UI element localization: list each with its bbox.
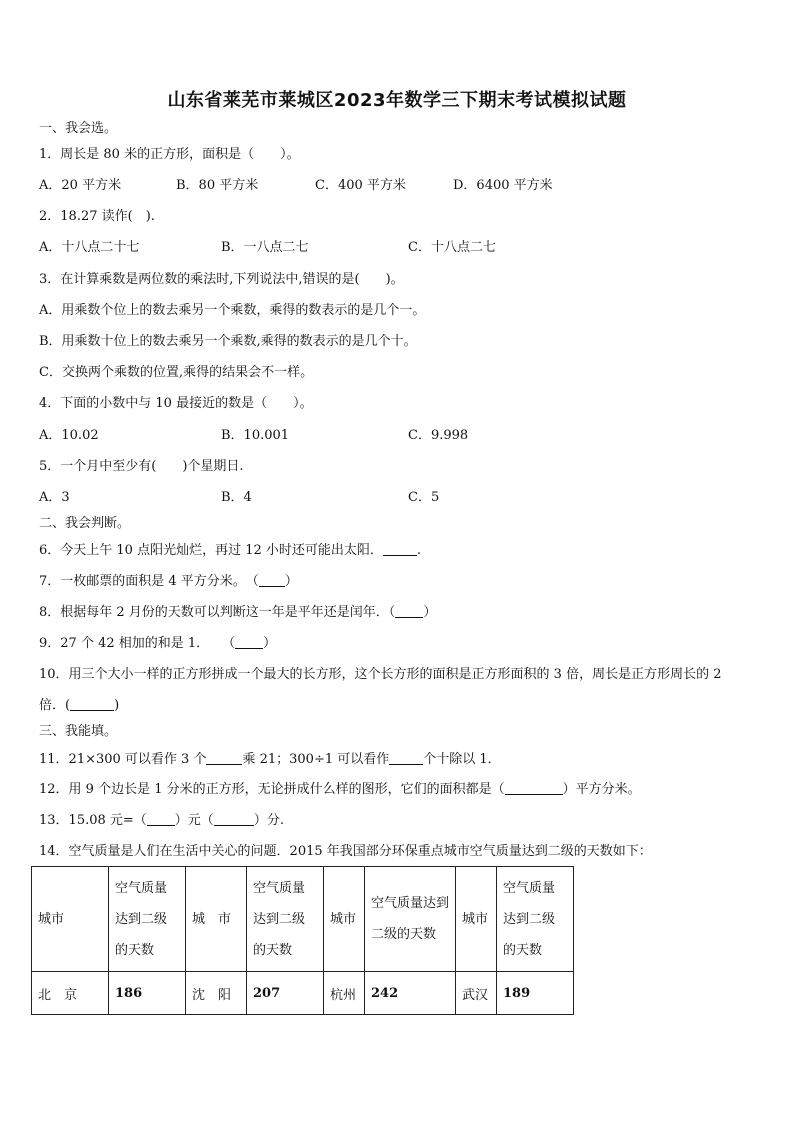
q8-text: 8．根据每年 2 月份的天数可以判断这一年是平年还是闰年．（ <box>39 605 396 620</box>
q1-option-b: B．80 平方米 <box>176 178 259 193</box>
header-days: 空气质量达到二级的天数 <box>247 867 324 972</box>
header-days: 空气质量达到二级的天数 <box>497 867 574 972</box>
q9-text: 9．27 个 42 相加的和是 1． （ <box>39 636 236 651</box>
answer-blank[interactable] <box>259 572 285 587</box>
q12-part2: ）平方分米。 <box>562 782 641 797</box>
q2-option-a: A．十八点二十七 <box>39 240 140 255</box>
answer-blank[interactable] <box>235 634 263 649</box>
header-days: 空气质量达到二级的天数 <box>365 867 456 972</box>
q3-option-b: B．用乘数十位上的数去乘另一个乘数,乘得的数表示的是几个十。 <box>39 334 417 349</box>
header-city: 城市 <box>32 867 109 972</box>
answer-blank[interactable] <box>505 780 563 795</box>
answer-blank[interactable] <box>383 541 417 556</box>
table-header-row <box>32 867 574 972</box>
city-cell: 沈 阳 <box>186 972 247 1015</box>
question-8 <box>39 603 436 622</box>
city-cell: 杭州 <box>324 972 365 1015</box>
header-city: 城市 <box>456 867 497 972</box>
days-cell: 242 <box>365 972 456 1015</box>
q4-option-b: B．10.001 <box>221 428 290 443</box>
header-city: 城市 <box>324 867 365 972</box>
q9-tail: ） <box>263 636 277 651</box>
q8-tail: ） <box>423 605 437 620</box>
q1-option-c: C．400 平方米 <box>315 178 406 193</box>
q4-option-c: C．9.998 <box>408 428 469 443</box>
q5-option-a: A．3 <box>39 490 70 505</box>
header-city: 城 市 <box>186 867 247 972</box>
question-7 <box>39 572 298 591</box>
question-10: 10．用三个大小一样的正方形拼成一个最大的长方形，这个长方形的面积是正方形面积的 3 倍，周长是正方形周长的 2 <box>39 667 722 682</box>
air-quality-table <box>31 866 574 1015</box>
q3-option-c: C．交换两个乘数的位置,乘得的结果会不一样。 <box>39 365 314 380</box>
q11-part3: 个十除以 1． <box>423 752 501 767</box>
city-cell: 武汉 <box>456 972 497 1015</box>
days-cell: 207 <box>247 972 324 1015</box>
section-heading: 二、我会判断。 <box>39 516 131 531</box>
question-2: 2．18.27 读作( ). <box>39 209 155 224</box>
answer-blank[interactable] <box>395 603 423 618</box>
question-6 <box>39 541 421 560</box>
q5-option-c: C．5 <box>408 490 440 505</box>
q1-option-a: A．20 平方米 <box>39 178 122 193</box>
q13-part3: ）分. <box>253 813 284 828</box>
question-12 <box>39 780 641 799</box>
q1-option-d: D．6400 平方米 <box>453 178 553 193</box>
section-heading: 三、我能填。 <box>39 724 118 739</box>
answer-blank[interactable] <box>214 811 254 826</box>
q6-text: 6．今天上午 10 点阳光灿烂，再过 12 小时还可能出太阳． <box>39 543 383 558</box>
header-days: 空气质量达到二级的天数 <box>109 867 186 972</box>
q13-part2: ）元（ <box>174 813 214 828</box>
days-cell: 189 <box>497 972 574 1015</box>
answer-blank[interactable] <box>147 811 175 826</box>
q6-tail: . <box>416 543 422 558</box>
table-row <box>32 972 574 1015</box>
question-3: 3．在计算乘数是两位数的乘法时,下列说法中,错误的是( )。 <box>39 272 404 287</box>
question-5: 5．一个月中至少有( )个星期日. <box>39 459 244 474</box>
answer-blank[interactable] <box>70 696 114 711</box>
question-4: 4．下面的小数中与 10 最接近的数是（ ）。 <box>39 396 313 411</box>
q10-tail: ) <box>114 698 120 713</box>
question-14: 14．空气质量是人们在生活中关心的问题．2015 年我国部分环保重点城市空气质量达到二级的天数如下： <box>39 844 652 859</box>
days-cell: 186 <box>109 972 186 1015</box>
q13-part1: 13．15.08 元=（ <box>39 813 147 828</box>
page-title: 山东省莱芜市莱城区2023年数学三下期末考试模拟试题 <box>167 90 627 111</box>
answer-blank[interactable] <box>389 750 423 765</box>
q5-option-b: B．4 <box>221 490 252 505</box>
q2-option-c: C．十八点二七 <box>408 240 496 255</box>
q3-option-a: A．用乘数个位上的数去乘另一个乘数，乘得的数表示的是几个一。 <box>39 303 426 318</box>
question-13 <box>39 811 284 830</box>
answer-blank[interactable] <box>206 750 242 765</box>
question-11 <box>39 750 501 769</box>
q2-option-b: B．一八点二七 <box>221 240 309 255</box>
question-10-cont <box>39 696 119 715</box>
question-9 <box>39 634 276 653</box>
q12-part1: 12．用 9 个边长是 1 分米的正方形，无论拼成什么样的图形，它们的面积都是（ <box>39 782 505 797</box>
q10-text: 倍．( <box>39 698 71 713</box>
q11-part2: 乘 21；300÷1 可以看作 <box>242 752 390 767</box>
q11-part1: 11．21×300 可以看作 3 个 <box>39 752 207 767</box>
question-1: 1．周长是 80 米的正方形，面积是（ ）。 <box>39 147 300 162</box>
q7-text: 7．一枚邮票的面积是 4 平方分米。 （ <box>39 574 259 589</box>
section-heading: 一、我会选。 <box>39 121 118 136</box>
q4-option-a: A．10.02 <box>39 428 99 443</box>
q7-tail: ） <box>284 574 298 589</box>
city-cell: 北 京 <box>32 972 109 1015</box>
